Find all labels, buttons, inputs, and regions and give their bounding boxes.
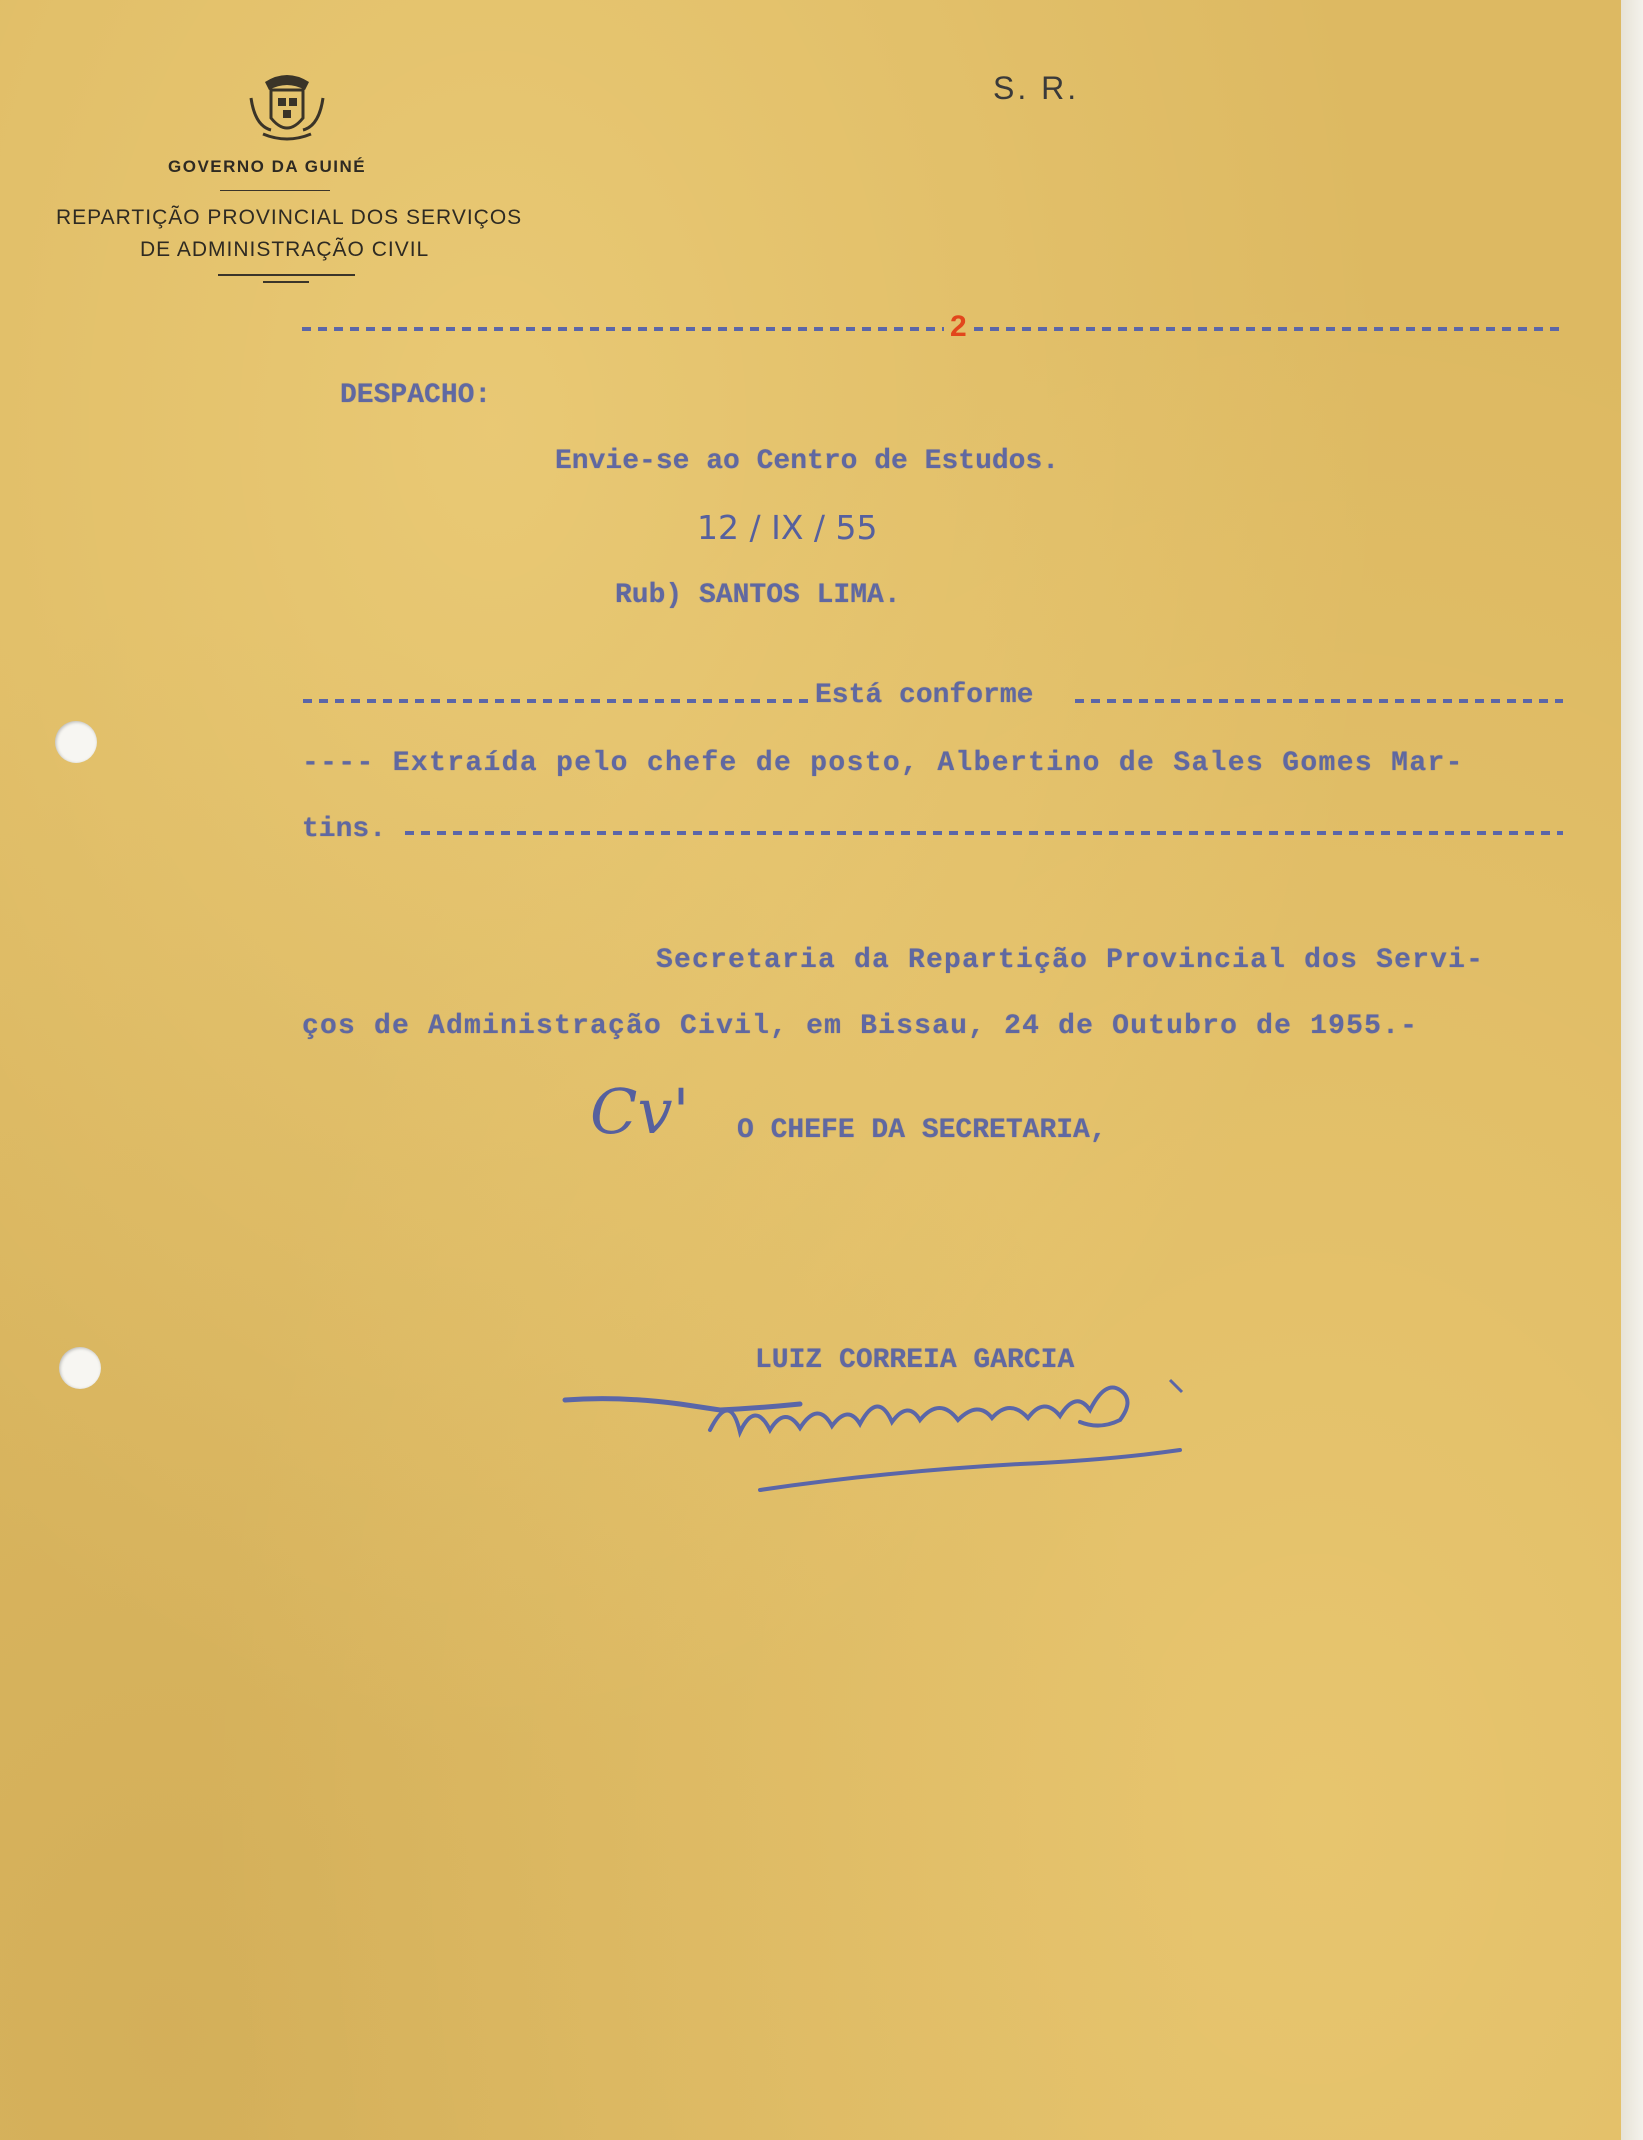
government-name: GOVERNO DA GUINÉ	[168, 157, 367, 176]
divider	[263, 281, 309, 283]
secretary-title: O CHEFE DA SECRETARIA,	[737, 1115, 1107, 1146]
dashed-rule	[302, 327, 944, 331]
divider	[220, 190, 330, 191]
handwritten-signature	[560, 1360, 1240, 1510]
closing-line-2: ços de Administração Civil, em Bissau, 24 de Outubro de 1955.-	[302, 1011, 1419, 1042]
certification-line-1: ---- Extraída pelo chefe de posto, Albertino de Sales Gomes Mar-	[302, 748, 1464, 779]
handwritten-initial: Cv'	[590, 1075, 690, 1148]
punch-hole-top	[55, 721, 97, 763]
department-line-1: REPARTIÇÃO PROVINCIAL DOS SERVIÇOS	[56, 206, 523, 229]
page-number: 2	[950, 310, 967, 343]
despacho-date: 12 / IX / 55	[697, 508, 878, 547]
corner-mark: S. R.	[993, 70, 1080, 106]
page-edge	[1621, 0, 1643, 2140]
department-line-2: DE ADMINISTRAÇÃO CIVIL	[140, 238, 430, 261]
closing-line-1: Secretaria da Repartição Provincial dos Servi-	[656, 945, 1485, 976]
despacho-heading: DESPACHO:	[340, 380, 492, 411]
dashed-rule	[405, 831, 1563, 835]
dashed-rule	[974, 327, 1564, 331]
certification-label: Está conforme	[815, 680, 1034, 711]
despacho-rubric: Rub) SANTOS LIMA.	[615, 580, 901, 611]
despacho-instruction: Envie-se ao Centro de Estudos.	[555, 446, 1060, 477]
dashed-rule	[1075, 699, 1563, 703]
certification-line-2: tins.	[302, 814, 387, 845]
punch-hole-bottom	[59, 1347, 101, 1389]
divider	[218, 274, 355, 276]
dashed-rule	[303, 699, 813, 703]
signatory-name: LUIZ CORREIA GARCIA	[755, 1345, 1075, 1376]
coat-of-arms-icon	[245, 68, 329, 146]
